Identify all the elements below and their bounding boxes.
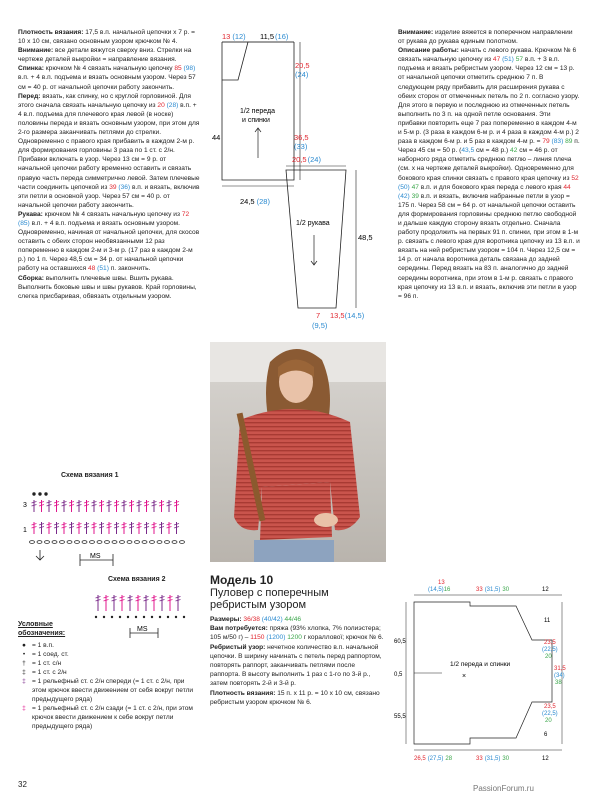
- legend-text: = 1 ст. с/н: [32, 660, 62, 667]
- schema-1: [18, 472, 203, 582]
- model-text: 1200: [287, 634, 302, 642]
- d2-b4: (9,5): [312, 321, 328, 330]
- right-column-text: 79: [542, 138, 550, 146]
- d2-right: 48,5: [358, 233, 373, 242]
- right-column-text: 44: [563, 183, 571, 191]
- legend-symbol: ‡: [22, 705, 26, 712]
- legend-text: = 1 ст. с 2/н: [32, 669, 67, 676]
- d3-t30: 30: [502, 587, 510, 593]
- d3-b26: 26,5: [414, 756, 426, 762]
- chain-symbol: [120, 541, 125, 544]
- d3-r34: (34): [554, 673, 565, 679]
- chain-symbol: [105, 541, 110, 544]
- chain-symbol: [60, 541, 65, 544]
- model-text: 1150: [250, 634, 265, 642]
- right-column-paragraph: [398, 46, 580, 301]
- left-column-text: вязать, как спинку, но с круглой горловиной. Для этого сначала связать начальную цепочку из: [18, 92, 191, 109]
- row-label-1: 1: [23, 527, 27, 534]
- left-column-text: (85): [18, 219, 30, 227]
- d3-r22b: (22,5): [542, 711, 558, 717]
- chain-symbol: [37, 541, 42, 544]
- left-column-text: в.п. и вязать, включив эти петли в основной узор. Через 57 см = 40 р. от начальной цепочки работу закончить.: [18, 183, 200, 209]
- d1-right4: (33): [294, 142, 308, 151]
- right-column-text: 57: [515, 56, 524, 64]
- left-column-text: 17,5 в.п. начальной цепочки x 7 р. = 10 x 10 см, связано основным узором крючком № 4.: [18, 29, 195, 46]
- ms-label-1: MS: [90, 553, 101, 560]
- chain-symbol: [67, 541, 72, 544]
- left-column-paragraph: [18, 28, 200, 46]
- model-block: [210, 573, 386, 707]
- model-text: пряжа (93% хлопка, 7% полиэстера; 105 м/50 г) –: [210, 625, 381, 642]
- left-column-text: (98): [183, 65, 196, 73]
- chain-symbol: [135, 541, 140, 544]
- right-column-text: начать с левого рукава. Крючком № 6 связать начальную цепочку из: [398, 47, 577, 64]
- legend-symbol: †: [22, 660, 26, 667]
- d3-l55: 55,5: [394, 714, 406, 720]
- d3-x-mark: ×: [462, 673, 467, 680]
- model-text: Вам потребуется:: [210, 625, 268, 633]
- d3-center: 1/2 переда и спинки: [450, 661, 511, 668]
- ms-label-2: MS: [137, 626, 148, 633]
- svg-text:11,5(16): [260, 32, 289, 41]
- right-column-text: Описание работы:: [398, 47, 459, 55]
- svg-text:20,5(24): [292, 155, 321, 164]
- d3-t31: (31,5): [484, 587, 501, 593]
- chain-symbol: [75, 541, 80, 544]
- left-column-text: (51): [97, 265, 109, 273]
- legend-text: = 1 рельефный ст. с 2/н сзади (= 1 ст. с 2/н, при этом крючок ввести движением к себе вокруг петли предыдущего ряда): [32, 705, 193, 730]
- d1-right1: 20,5: [295, 61, 310, 70]
- model-text: г кораллової; крючок № 6.: [301, 634, 384, 642]
- model-title: Модель 10: [210, 573, 274, 587]
- chain-symbol: [30, 541, 35, 544]
- model-paragraph: [210, 615, 386, 624]
- d3-r22a: (22,5): [542, 647, 558, 653]
- legend-text: = 1 рельефный ст. с 2/н спереди (= 1 ст. с 2/н, при этом крючок ввести движением от себя вокруг петли предыдущего ряда): [32, 678, 194, 703]
- right-column-text: в.п. + 3 в.п. подъема и вязать ребристым узором. Через 12 см = 13 р. от начальной цепочки отметить среднюю 7 п. В следующем ряду прибавить для расширения рукава с обеих сторон от отмеченных петель по 2 п. согласно узору. Для этого в первую и последнюю из отмеченных петель выполнить по 3 п. на одной петле основания. Эти прибавки повторить еще 7 раз попеременно в каждом 4-м и 5-м р. (3 раза в каждом 6-м р. и 4 раза в каждом 4-м р.) 2 раза в каждом 6-м р. и 5 раз в каждом 4-м р. =: [398, 56, 580, 146]
- slip-symbol: [175, 616, 177, 618]
- svg-text:26,5(27,5)28: [414, 756, 453, 762]
- d1-right3: 36,5: [294, 133, 309, 142]
- right-column-text: 52: [571, 174, 579, 182]
- d1-bottom2: (28): [256, 197, 270, 206]
- left-column-text: 39: [109, 183, 117, 191]
- d3-r31: 31,5: [554, 666, 566, 672]
- d2-center: 1/2 рукава: [296, 220, 330, 227]
- d1-left-h: 44: [212, 133, 221, 142]
- legend-item: [18, 650, 198, 659]
- right-column-text: 89: [565, 138, 573, 146]
- model-text: 15 п. x 11 р. = 10 x 10 см, связано ребристым узором крючком № 6.: [210, 689, 380, 706]
- svg-text:13,5(14,5): [330, 311, 365, 320]
- schema-1-title: Схема вязания 1: [61, 472, 119, 479]
- diagram-transverse: [392, 578, 592, 768]
- chain-symbol: [142, 541, 147, 544]
- model-paragraph: [210, 689, 386, 707]
- svg-text:(14,5)16: [428, 587, 451, 593]
- legend-item: [18, 641, 198, 650]
- d1-center2: и спинки: [242, 117, 270, 124]
- d3-l60: 60,5: [394, 639, 406, 645]
- d2-b3: (14,5): [344, 311, 365, 320]
- d3-r6: 6: [544, 732, 548, 738]
- model-text: 44/46: [284, 616, 302, 623]
- model-subtitle: Пуловер с поперечным ребристым узором: [210, 587, 329, 611]
- left-column-text: крючком № 4 связать начальную цепочку из: [42, 210, 182, 218]
- left-column-text: 85: [174, 65, 182, 73]
- left-text-column: [18, 28, 200, 301]
- slip-symbol: [135, 616, 137, 618]
- left-column-text: Внимание:: [18, 47, 54, 55]
- legend-symbol: ●: [22, 642, 26, 649]
- d3-b33: 33: [476, 756, 483, 762]
- right-column-text: см = 46 р. от наборного ряда отметить среднюю петлю – линия плеча (см. х на чертеже деталей выкройки). Одновременно для бокового края спинки связать с правого края цепочку из: [398, 147, 574, 182]
- chain-symbol: [165, 541, 170, 544]
- left-column-paragraph: [18, 210, 200, 274]
- chain-symbol: [52, 541, 57, 544]
- left-column-paragraph: [18, 274, 200, 301]
- legend-text: = 1 в.п.: [32, 642, 54, 649]
- left-column-paragraph: [18, 92, 200, 210]
- d1-top2: (12): [232, 32, 246, 41]
- chain-symbol: [180, 541, 185, 544]
- right-column-text: Внимание:: [398, 29, 434, 36]
- d3-r38: 38: [555, 680, 562, 686]
- model-text: Ребристый узор:: [210, 643, 266, 651]
- chain-symbol: [45, 541, 50, 544]
- d1-top1: 13: [222, 32, 231, 41]
- d3-b28: 28: [445, 756, 453, 762]
- legend-item: [18, 668, 198, 677]
- legend-item: [18, 677, 198, 704]
- slip-symbol: [183, 616, 185, 618]
- slip-symbol: [127, 616, 129, 618]
- d3-b30: 30: [502, 756, 510, 762]
- left-column-text: (28): [166, 101, 179, 109]
- left-column-paragraph: [18, 64, 200, 91]
- d3-b12: 12: [542, 756, 549, 762]
- svg-text:24,5(28): [240, 197, 270, 206]
- d2-top1: 20,5: [292, 155, 307, 164]
- d3-t33a: 33: [476, 587, 483, 593]
- left-column-text: в.п. + 4 в.п. подъема и вязать основным узором. Через 57 см = 40 р. от начальной цепочки работу закончить.: [18, 74, 196, 91]
- left-column-text: 20: [157, 101, 165, 109]
- d1-top4: (16): [275, 32, 289, 41]
- slip-symbol: [143, 616, 145, 618]
- legend-symbol: •: [22, 651, 26, 658]
- right-column-text: (51): [502, 56, 514, 64]
- chain-symbol: [112, 541, 117, 544]
- d2-b2: 13,5: [330, 311, 345, 320]
- right-column-text: (50): [398, 183, 410, 191]
- model-text: Плотность вязания:: [210, 689, 276, 697]
- left-column-text: в.п. + 4 в.п. подъема и вязать основным узором. Одновременно, начиная от начальной цепочки, для скосов оставить с обеих сторон необвязанными 12 раз попеременно в каждом 2-м и 3-м р. (17 раз в каждом 2-м р.) по 1 п. Через 48,5 см = 34 р. от начальной цепочки работу на оставшихся: [18, 219, 200, 273]
- legend-title: Условные обозначения:: [18, 621, 66, 637]
- legend-symbol: ‡: [22, 678, 26, 685]
- slip-symbol: [151, 616, 153, 618]
- d3-b27: (27,5): [427, 756, 444, 762]
- left-column-text: в.п. + 4 в.п. подъема для плечевого края левой (в носке) половины переда и вязать основным узором, при этом для 2-го размера заканчивать петлями до стрелки. Одновременно с правого края прибавить в каждом 2-м р. для формирования горловины 3 раза по 1 ст. с 2/н. Прибавки включать в узор. Через 13 см = 9 р. от начальной цепочки работу временно оставить и связать правую часть переда симметрично левой. Затем плечевые части соединить цепочкой из: [18, 101, 200, 191]
- svg-text:13(12): [222, 32, 246, 41]
- slip-symbol: [119, 616, 121, 618]
- right-column-text: 39: [411, 192, 419, 200]
- d3-l05: 0,5: [394, 672, 403, 678]
- left-column-text: (36): [118, 183, 131, 191]
- d3-t12: 12: [542, 587, 549, 593]
- legend-item: [18, 704, 198, 731]
- page-number: 32: [18, 780, 27, 789]
- d3-r23b: 23,5: [544, 704, 556, 710]
- model-paragraphs: [210, 615, 386, 707]
- left-column-text: Сборка:: [18, 274, 44, 282]
- legend: [18, 620, 198, 731]
- chain-symbol: [127, 541, 132, 544]
- left-column-text: п. закончить.: [108, 265, 151, 273]
- d2-top2: (24): [307, 155, 321, 164]
- slip-symbol: [111, 616, 113, 618]
- d3-r23a: 23,5: [544, 640, 556, 646]
- d3-r20b: 20: [545, 718, 552, 724]
- model-text: (1200): [266, 634, 286, 642]
- legend-item: [18, 659, 198, 668]
- slip-symbol: [95, 616, 97, 618]
- right-column-paragraph: [398, 28, 580, 46]
- right-column-text: 43,5: [461, 147, 475, 155]
- chain-symbol: [82, 541, 87, 544]
- right-column-text: в.п. и для бокового края переда с левого края: [418, 183, 564, 191]
- model-photo: [210, 342, 386, 562]
- right-column-text: 47: [492, 56, 501, 64]
- legend-text: = 1 соед. ст.: [32, 651, 69, 658]
- diagram-sleeve: [276, 150, 386, 335]
- model-text: Размеры:: [210, 616, 242, 623]
- d3-r11: 11: [544, 618, 551, 624]
- d3-t16: 16: [443, 587, 451, 593]
- svg-text:33(31,5)30: [476, 756, 510, 762]
- left-column-text: крючком № 4 связать начальную цепочку: [43, 65, 175, 73]
- row-label-3: 3: [23, 502, 27, 509]
- chain-symbol: [150, 541, 155, 544]
- chain-symbol: [90, 541, 95, 544]
- d2-b1: 7: [316, 311, 321, 320]
- right-text-column: [398, 28, 580, 301]
- row-3-stitches: [33, 493, 48, 496]
- model-text: нечетное количество в.п. начальной цепочки. В ширину начинать с петель перед раппортом, повторять раппорт, заканчивать петлями после раппорта. В высоту выполнить 1 раз с 1-го по 3-й р., затем повторять 2-й и 3-й р.: [210, 643, 382, 688]
- left-column-text: Рукава:: [18, 210, 43, 218]
- slip-symbol: [159, 616, 161, 618]
- slip-symbol: [167, 616, 169, 618]
- left-column-text: 48: [87, 265, 96, 273]
- chain-symbol: [97, 541, 102, 544]
- model-text: 36/38: [243, 616, 260, 623]
- left-column-text: Плотность вязания:: [18, 29, 84, 36]
- schema-2-title: Схема вязания 2: [108, 576, 166, 583]
- right-column-text: (83): [551, 138, 564, 146]
- right-column-text: см = 48 р.): [474, 147, 511, 155]
- watermark: PassionForum.ru: [473, 784, 534, 793]
- left-column-text: Спинка:: [18, 65, 44, 73]
- legend-symbol: ‡: [22, 669, 26, 676]
- model-paragraph: [210, 624, 386, 642]
- slip-symbol: [103, 616, 105, 618]
- d1-center1: 1/2 переда: [240, 108, 275, 115]
- d1-right2: (24): [295, 70, 309, 79]
- model-text: (40/42): [261, 616, 283, 623]
- d3-t14: (14,5): [428, 587, 444, 593]
- d3-t13: 13: [438, 580, 445, 586]
- left-column-paragraph: [18, 46, 200, 64]
- right-column-text: в.п. и вязать, включив набранные петли в узор = 175 п. Через 58 см = 64 р. от начальной цепочки оставить для формирования горловины среднюю петлю свободной и дальше каждую сторону вязать отдельно. Сначала работу продолжить на первых 91 п. спинки, при этом в 1-м р. связать с левого края для воротника цепочку из 13 в.п. и вязать на ней ребристым узором = 104 п. Через 12,5 см = 14 р. от начала воротника деталь связана до задней середины. Перед вязать на 83 п. аналогично до задней середины воротника, при этом в 1-м р. связать с правого края цепочку из 13 в.п. и вязать, включив эти петли в узор = 96 п.: [398, 192, 580, 300]
- right-column-text: изделие вяжется в поперечном направлении от рукава до рукава единым полотном.: [398, 29, 573, 46]
- left-column-text: 72: [181, 210, 190, 218]
- right-column-text: (42): [398, 192, 410, 200]
- d1-top3: 11,5: [260, 32, 275, 41]
- right-column-text: п. Через 45 см = 50 р. (: [398, 138, 580, 155]
- schema-1-chart: [18, 482, 203, 582]
- right-column-text: 42: [510, 147, 518, 155]
- d1-bottom1: 24,5: [240, 197, 255, 206]
- svg-text:33(31,5)30: [476, 587, 510, 593]
- chain-symbol: [157, 541, 162, 544]
- chain-symbol: [172, 541, 177, 544]
- left-column-text: Перед:: [18, 92, 41, 100]
- d3-b31: (31,5): [484, 756, 501, 762]
- model-paragraph: [210, 643, 386, 689]
- right-column-text: 47: [411, 183, 419, 191]
- d3-r20a: 20: [545, 654, 552, 660]
- left-column-text: выполнить плечевые швы. Вшить рукава. Выполнить боковые швы и швы рукавов. Край горловины, слегка присбаривая, обвязать отдельным узором.: [18, 274, 197, 300]
- left-column-text: все детали вяжутся сверху вниз. Стрелки на чертеже деталей выкройки = направление вязания.: [18, 47, 192, 64]
